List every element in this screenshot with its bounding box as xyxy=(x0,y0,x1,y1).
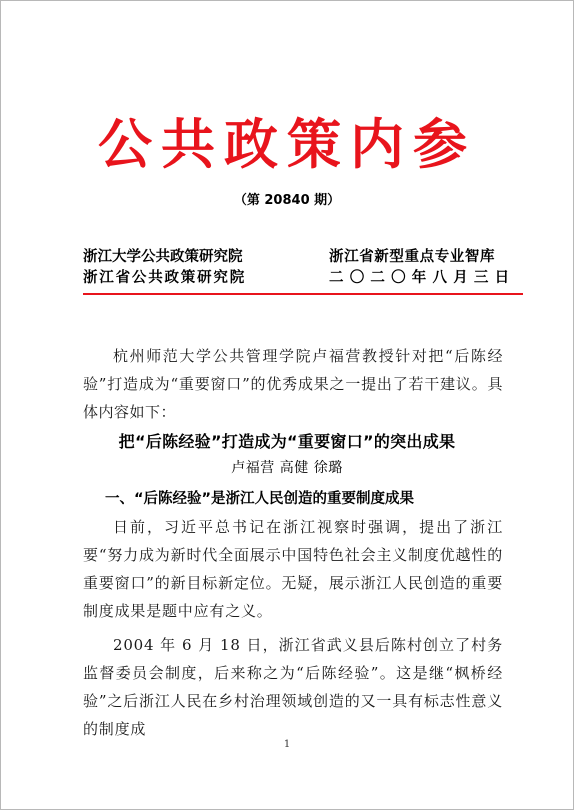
body-paragraph-2: 2004 年 6 月 18 日，浙江省武义县后陈村创立了村务监督委员会制度，后来称之为“后陈经验”。这是继“枫桥经验”之后浙江人民在乡村治理领域创造的又一具有标志性意义的制度成 xyxy=(83,636,503,738)
issue-number: （第 20840 期） xyxy=(233,193,341,208)
body-paragraph-1: 日前，习近平总书记在浙江视察时强调，提出了浙江要“努力成为新时代全面展示中国特色社会主义制度优越性的重要窗口”的新目标新定位。无疑，展示浙江人民创造的重要制度成果是题中应有之义。 xyxy=(83,518,503,620)
header-divider xyxy=(83,293,523,295)
masthead-title: 公共政策内参 xyxy=(98,112,476,176)
publisher-org-2: 浙江省公共政策研究院 xyxy=(83,270,246,286)
page-number: 1 xyxy=(283,739,291,750)
intro-paragraph: 杭州师范大学公共管理学院卢福营教授针对把“后陈经验”打造成为“重要窗口”的优秀成果之一提出了若干建议。具体内容如下： xyxy=(83,347,503,421)
think-tank-label: 浙江省新型重点专业智库 xyxy=(329,249,496,265)
publish-date: 二〇二〇年八月三日 xyxy=(329,270,516,286)
article-authors: 卢福营 高健 徐璐 xyxy=(231,460,343,476)
section-heading: 一、“后陈经验”是浙江人民创造的重要制度成果 xyxy=(105,491,415,507)
publisher-org-1: 浙江大学公共政策研究院 xyxy=(83,249,243,265)
article-title: 把“后陈经验”打造成为“重要窗口”的突出成果 xyxy=(118,432,456,451)
